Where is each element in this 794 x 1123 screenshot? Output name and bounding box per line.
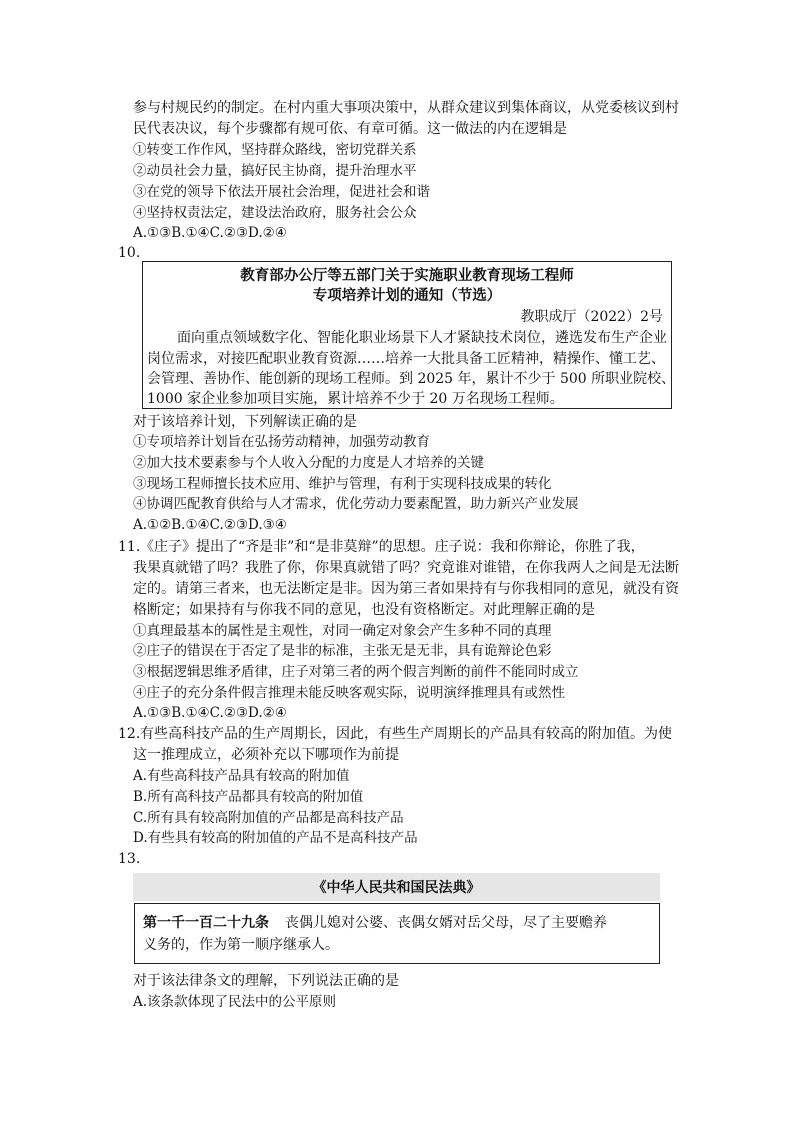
q11-stem-line3: 定的。请第三者来，也无法断定是非。因为第三者如果持有与你我相同的意见，就没有资 [133, 581, 679, 597]
q10-notice-body-3: 会管理、善协作、能创新的现场工程师。到 2025 年，累计不少于 500 所职业院校、 [147, 371, 676, 387]
q11-choices: A.①③B.①④C.②③D.②④ [133, 705, 287, 721]
q10-doc-number: 教职成厅（2022）2号 [520, 309, 663, 325]
q9-item-3: ③在党的领导下依法开展社会治理，促进社会和谐 [133, 184, 430, 200]
q11-item-1: ①真理最基本的属性是主观性，对同一确定对象会产生多种不同的真理 [133, 623, 552, 639]
q10-item-2: ②加大技术要素参与个人收入分配的力度是人才培养的关键 [133, 455, 484, 471]
q11-item-3: ③根据逻辑思维矛盾律，庄子对第三者的两个假言判断的前件不能同时成立 [133, 664, 579, 680]
q10-stem: 对于该培养计划，下列解读正确的是 [133, 414, 357, 430]
q10-notice-body-1: 面向重点领域数字化、智能化职业场景下人才紧缺技术岗位，遴选发布生产企业 [177, 330, 667, 346]
q9-item-2: ②动员社会力量，搞好民主协商，提升治理水平 [133, 163, 417, 179]
q9-item-4: ④坚持权责法定，建设法治政府，服务社会公众 [133, 205, 417, 221]
q13-option-a: A.该条款体现了民法中的公平原则 [133, 994, 337, 1010]
q13-law-title: 《中华人民共和国民法典》 [312, 880, 481, 896]
q10-notice-box [142, 261, 676, 409]
q12-number: 12. [118, 726, 141, 742]
q10-item-3: ③现场工程师擅长技术应用、维护与管理，有利于实现科技成果的转化 [133, 476, 552, 492]
q11-number: 11. [118, 539, 141, 555]
q13-law-title-band [133, 873, 660, 901]
q12-stem-line1: 有些高科技产品的生产周期长，因此，有些生产周期长的产品具有较高的附加值。为使 [140, 726, 672, 742]
q13-article-number: 第一千一百二十九条 [143, 915, 269, 931]
q9-item-1: ①转变工作作风，坚持群众路线，密切党群关系 [133, 142, 417, 158]
q13-article-line1 [143, 912, 607, 934]
q11-stem-line4: 格断定；如果持有与你我不同的意见，也没有资格断定。对此理解正确的是 [133, 602, 595, 618]
q10-choices: A.①②B.①④C.②③D.③④ [133, 517, 287, 533]
q10-item-1: ①专项培养计划旨在弘扬劳动精神，加强劳动教育 [133, 434, 430, 450]
q13-article-text-1: 丧偶儿媳对公婆、丧偶女婿对岳父母，尽了主要赡养 [285, 915, 607, 931]
q13-number: 13. [118, 851, 141, 867]
q12-option-b: B.所有高科技产品都具有较高的附加值 [133, 789, 364, 805]
q12-option-d: D.有些具有较高的附加值的产品不是高科技产品 [133, 830, 418, 846]
q12-option-a: A.有些高科技产品具有较高的附加值 [133, 768, 350, 784]
q9-choices: A.①③B.①④C.②③D.②④ [133, 225, 287, 241]
q10-notice-body-4: 1000 家企业参加项目实施，累计培养不少于 20 万名现场工程师。 [147, 391, 564, 407]
q13-law-article-box [134, 903, 660, 964]
q13-stem: 对于该法律条文的理解，下列说法正确的是 [133, 973, 399, 989]
q13-article-text-2: 义务的，作为第一顺序继承人。 [143, 937, 339, 953]
q11-item-2: ②庄子的错误在于否定了是非的标准，主张无是无非，具有诡辩论色彩 [133, 643, 552, 659]
q9-stem-line2: 民代表决议，每个步骤都有规可依、有章可循。这一做法的内在逻辑是 [133, 121, 567, 137]
q9-stem-line1: 参与村规民约的制定。在村内重大事项决策中，从群众建议到集体商议，从党委核议到村 [133, 100, 679, 116]
q10-notice-title-line1: 教育部办公厅等五部门关于实施职业教育现场工程师 [240, 267, 574, 284]
q11-item-4: ④庄子的充分条件假言推理未能反映客观实际，说明演绎推理具有或然性 [133, 685, 565, 701]
q11-stem-line1: 《庄子》提出了“齐是非”和“是非莫辩”的思想。庄子说：我和你辩论，你胜了我， [140, 539, 645, 555]
q11-stem-line2: 我果真就错了吗？我胜了你，你果真就错了吗？究竟谁对谁错，在你我两人之间是无法断 [133, 560, 679, 576]
q12-stem-line2: 这一推理成立，必须补充以下哪项作为前提 [133, 747, 399, 763]
q10-notice-title-line2: 专项培养计划的通知（节选） [312, 287, 502, 304]
q12-option-c: C.所有具有较高附加值的产品都是高科技产品 [133, 810, 404, 826]
q10-item-4: ④协调匹配教育供给与人才需求，优化劳动力要素配置，助力新兴产业发展 [133, 496, 579, 512]
q10-notice-body-2: 岗位需求，对接匹配职业教育资源……培养一大批具备工匠精神，精操作、懂工艺、 [147, 351, 665, 367]
q10-number: 10. [118, 245, 141, 261]
